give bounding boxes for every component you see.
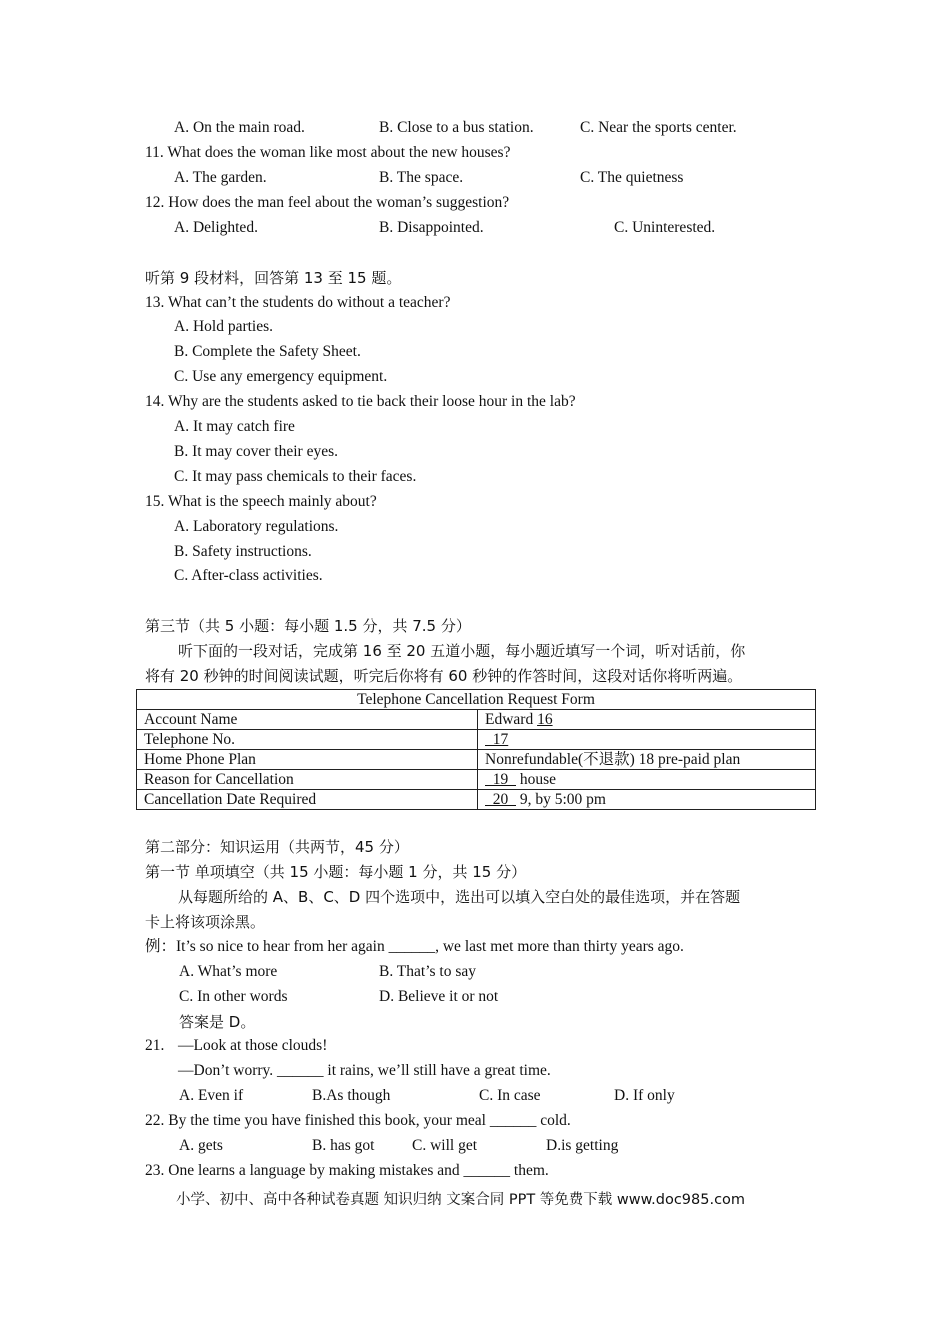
cancellation-form-table [136,689,816,810]
footer-link[interactable]: 小学、初中、高中各种试卷真题 知识归纳 文案合同 PPT 等免费下载 www.doc985.com [176,1192,746,1208]
q21-option-b: B.As though [312,1087,391,1104]
q10-option-a: A. On the main road. [174,119,305,136]
q15-question: 15. What is the speech mainly about? [145,493,377,510]
blank-17: 17 [485,730,509,748]
q11-option-a: A. The garden. [174,169,267,186]
q15-option-a: A. Laboratory regulations. [174,518,339,535]
form-label: Telephone No. [137,730,478,750]
q10-option-b: B. Close to a bus station. [379,119,534,136]
q12-option-a: A. Delighted. [174,219,258,236]
form-value: Edward 16 [478,710,816,730]
section-3-heading: 第三节（共 5 小题：每小题 1.5 分，共 7.5 分） [145,617,471,635]
q14-question: 14. Why are the students asked to tie back their loose hour in the lab? [145,393,576,410]
q14-option-c: C. It may pass chemicals to their faces. [174,468,417,485]
q11-option-b: B. The space. [379,169,464,186]
q22-question: 22. By the time you have finished this book, your meal ______ cold. [145,1112,571,1129]
form-row [137,790,816,810]
q22-option-c: C. will get [412,1137,478,1154]
section-3-instructions-line1: 听下面的一段对话，完成第 16 至 20 五道小题，每小题近填写一个词，听对话前，你 [178,642,746,660]
q13-option-b: B. Complete the Safety Sheet. [174,343,361,360]
q21-line1: —Look at those clouds! [178,1037,328,1054]
q13-option-a: A. Hold parties. [174,318,274,335]
section-9-heading: 听第 9 段材料，回答第 13 至 15 题。 [145,269,402,287]
blank-19: 19 [485,770,516,788]
q22-option-d: D.is getting [546,1137,619,1154]
form-row [137,770,816,790]
q21-number: 21. [145,1037,165,1054]
form-label: Cancellation Date Required [137,790,478,810]
part-2-instructions-line2: 卡上将该项涂黑。 [145,913,266,931]
example-option-b: B. That’s to say [379,963,477,980]
form-row [137,750,816,770]
form-value: 20 9, by 5:00 pm [478,790,816,810]
q14-option-b: B. It may cover their eyes. [174,443,338,460]
example-answer: 答案是 D。 [179,1013,256,1031]
form-label: Home Phone Plan [137,750,478,770]
part-2-heading: 第二部分：知识运用（共两节，45 分） [145,838,409,856]
q21-option-d: D. If only [614,1087,675,1104]
q22-option-a: A. gets [179,1137,223,1154]
q11-option-c: C. The quietness [580,169,684,186]
q14-option-a: A. It may catch fire [174,418,295,435]
part-2-instructions-line1: 从每题所给的 A、B、C、D 四个选项中，选出可以填入空白处的最佳选项，并在答题 [178,888,741,906]
q21-option-a: A. Even if [179,1087,244,1104]
example-question: 例：It’s so nice to hear from her again ______, we last met more than thirty years ago. [145,938,684,955]
blank-16: 16 [537,710,553,728]
q12-option-b: B. Disappointed. [379,219,484,236]
example-option-d: D. Believe it or not [379,988,499,1005]
form-value [478,730,816,750]
form-value: 19 house [478,770,816,790]
form-label: Account Name [137,710,478,730]
form-row [137,730,816,750]
q15-option-b: B. Safety instructions. [174,543,312,560]
part-2-section-1-heading: 第一节 单项填空（共 15 小题：每小题 1 分，共 15 分） [145,863,527,881]
q13-question: 13. What can’t the students do without a teacher? [145,294,451,311]
q21-line2: —Don’t worry. ______ it rains, we’ll still have a great time. [178,1062,551,1079]
example-option-a: A. What’s more [179,963,278,980]
q11-question: 11. What does the woman like most about the new houses? [145,144,511,161]
q13-option-c: C. Use any emergency equipment. [174,368,388,385]
form-title: Telephone Cancellation Request Form [137,690,816,710]
q10-option-c: C. Near the sports center. [580,119,737,136]
q15-option-c: C. After-class activities. [174,567,323,584]
form-value: Nonrefundable(不退款) 18 pre-paid plan [478,750,816,770]
example-option-c: C. In other words [179,988,288,1005]
form-row [137,710,816,730]
section-3-instructions-line2: 将有 20 秒钟的时间阅读试题，听完后你将有 60 秒钟的作答时间，这段对话你将听两遍。 [145,667,743,685]
blank-20: 20 [485,790,516,808]
q12-option-c: C. Uninterested. [614,219,716,236]
q23-question: 23. One learns a language by making mistakes and ______ them. [145,1162,549,1179]
form-label: Reason for Cancellation [137,770,478,790]
q21-option-c: C. In case [479,1087,541,1104]
q22-option-b: B. has got [312,1137,375,1154]
q12-question: 12. How does the man feel about the woman’s suggestion? [145,194,510,211]
